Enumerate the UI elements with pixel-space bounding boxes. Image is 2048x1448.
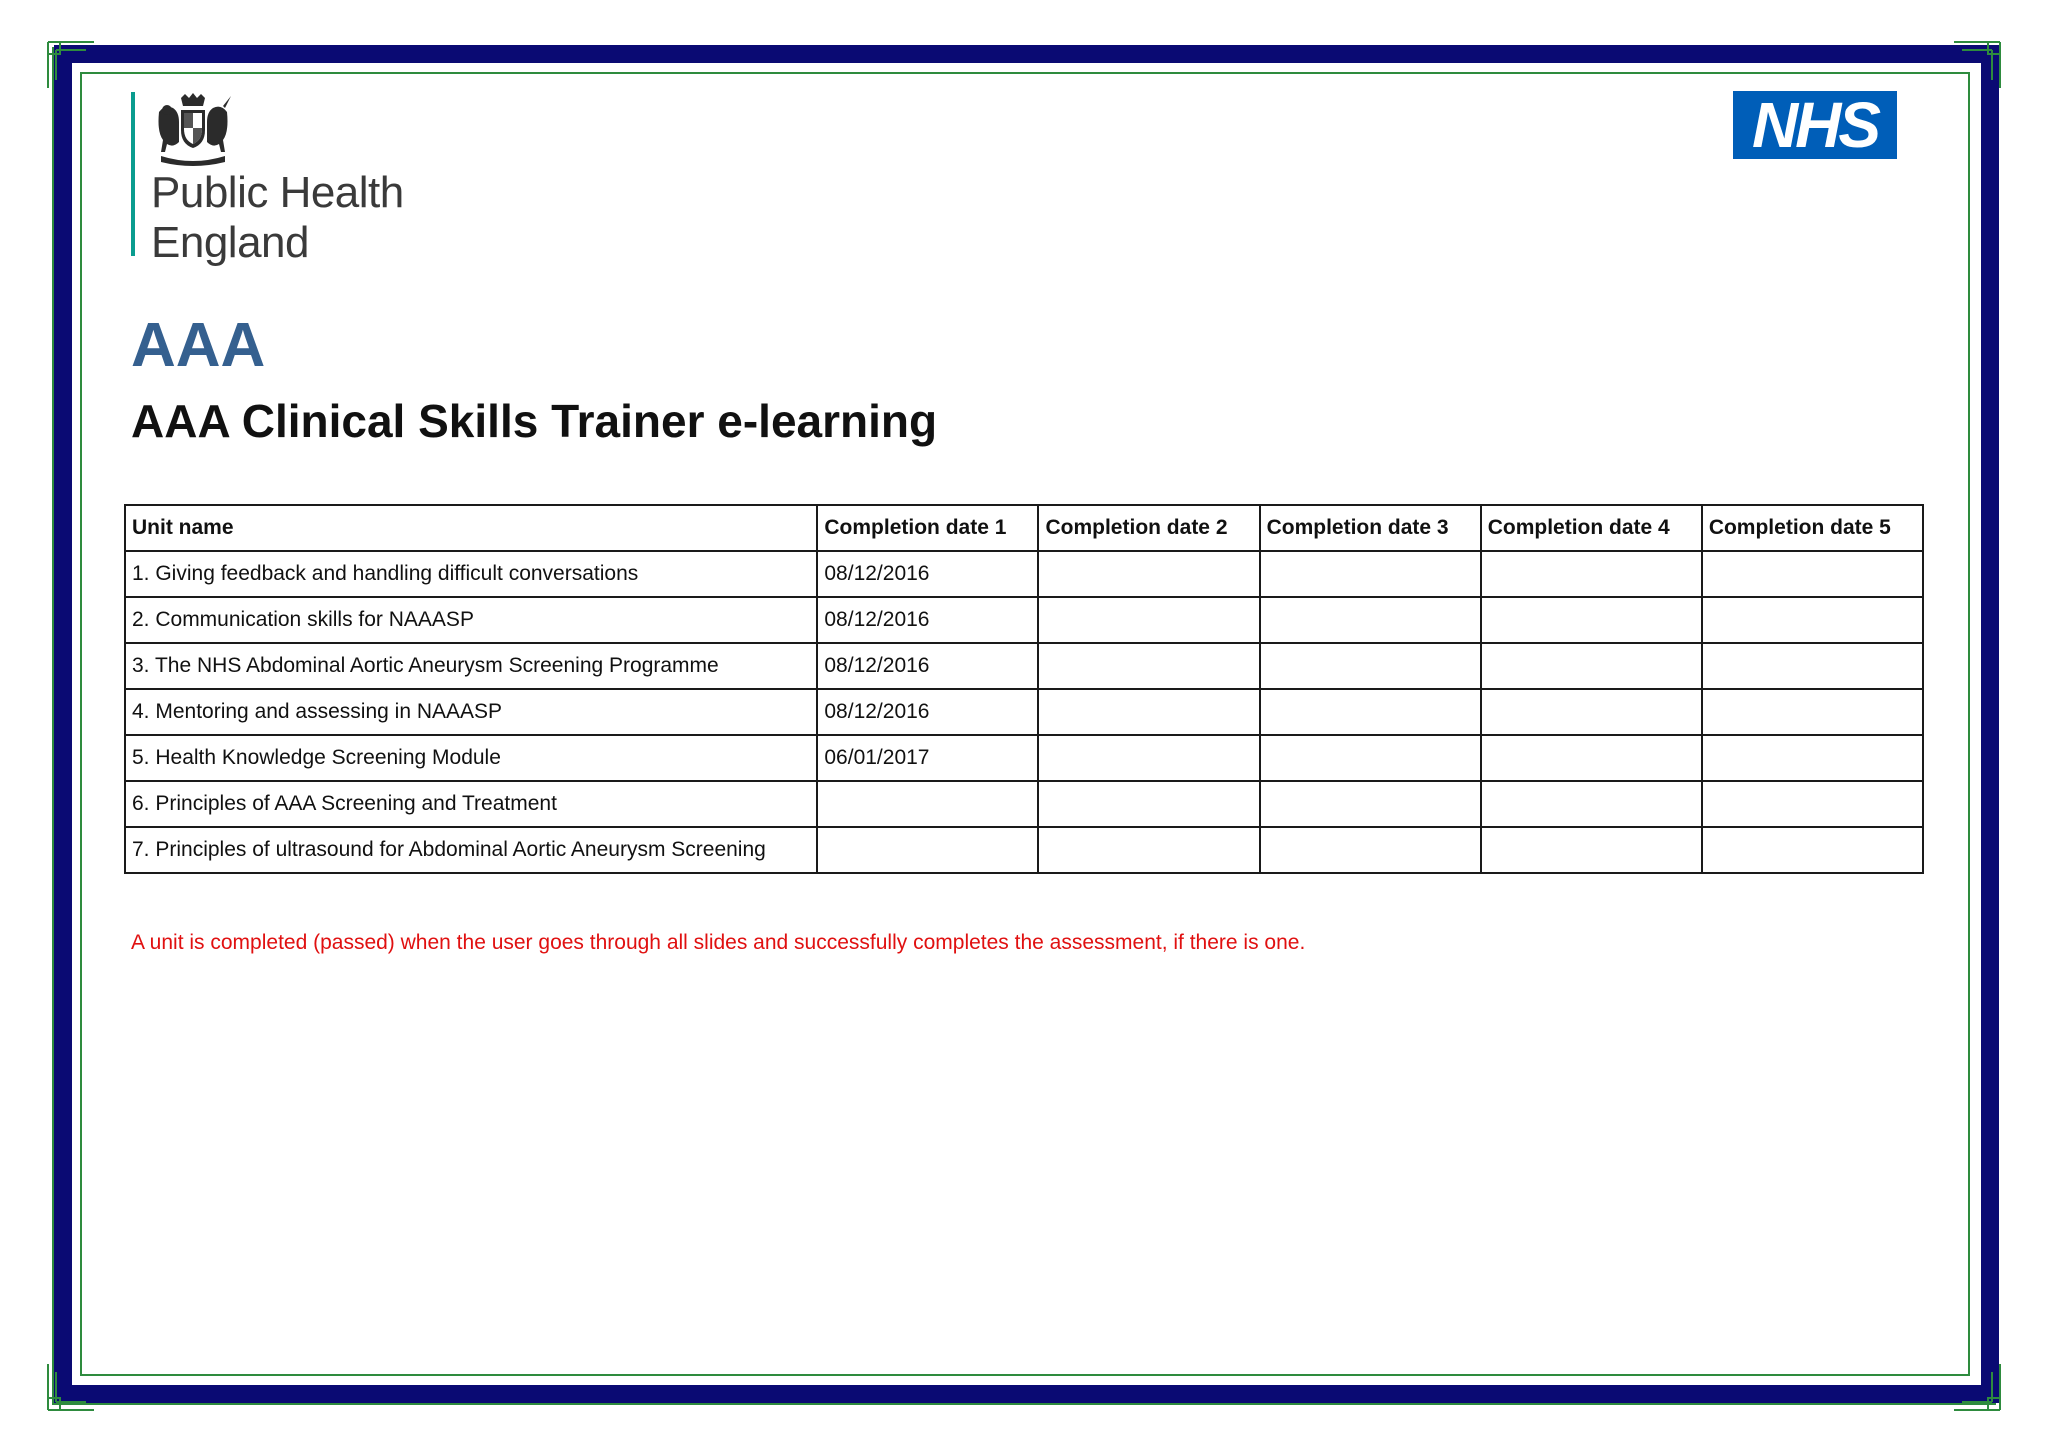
completion-date-cell: 08/12/2016 <box>817 551 1038 597</box>
completion-date-cell <box>1038 781 1259 827</box>
completion-date-cell <box>1260 689 1481 735</box>
royal-crest-icon <box>151 92 235 168</box>
completion-date-cell <box>1702 735 1923 781</box>
header-completion-date-2: Completion date 2 <box>1038 505 1259 551</box>
phe-logo <box>131 92 431 267</box>
completion-date-cell <box>1260 597 1481 643</box>
completion-date-cell: 08/12/2016 <box>817 689 1038 735</box>
completion-date-cell: 08/12/2016 <box>817 643 1038 689</box>
table-row <box>125 643 1923 689</box>
frame-corner-ornament-icon <box>46 40 96 90</box>
frame-corner-ornament-icon <box>1952 40 2002 90</box>
completion-date-cell <box>1481 781 1702 827</box>
completion-date-cell <box>1260 781 1481 827</box>
phe-logo-text <box>151 168 404 268</box>
completion-date-cell: 08/12/2016 <box>817 597 1038 643</box>
header-completion-date-3: Completion date 3 <box>1260 505 1481 551</box>
phe-logo-bar <box>131 92 135 256</box>
completion-date-cell <box>1038 827 1259 873</box>
table-row <box>125 689 1923 735</box>
completion-date-cell <box>1038 689 1259 735</box>
unit-name-cell: 5. Health Knowledge Screening Module <box>125 735 817 781</box>
table-row <box>125 597 1923 643</box>
completion-date-cell <box>1481 689 1702 735</box>
completion-date-cell <box>1038 597 1259 643</box>
unit-completion-table <box>124 504 1924 874</box>
header-completion-date-5: Completion date 5 <box>1702 505 1923 551</box>
header-completion-date-4: Completion date 4 <box>1481 505 1702 551</box>
completion-date-cell <box>1481 551 1702 597</box>
unit-name-cell: 2. Communication skills for NAAASP <box>125 597 817 643</box>
completion-date-cell <box>1702 551 1923 597</box>
completion-date-cell <box>1481 735 1702 781</box>
phe-logo-line-2: England <box>151 218 309 267</box>
unit-name-cell: 6. Principles of AAA Screening and Treatment <box>125 781 817 827</box>
page-subtitle: AAA Clinical Skills Trainer e-learning <box>131 395 938 447</box>
completion-date-cell <box>1038 735 1259 781</box>
completion-date-cell <box>1481 643 1702 689</box>
unit-name-cell: 3. The NHS Abdominal Aortic Aneurysm Screening Programme <box>125 643 817 689</box>
completion-date-cell <box>1481 597 1702 643</box>
completion-date-cell: 06/01/2017 <box>817 735 1038 781</box>
completion-date-cell <box>1702 689 1923 735</box>
completion-date-cell <box>1702 781 1923 827</box>
completion-date-cell <box>1702 827 1923 873</box>
completion-date-cell <box>1038 551 1259 597</box>
table-header-row <box>125 505 1923 551</box>
frame-corner-ornament-icon <box>1952 1362 2002 1412</box>
frame-corner-ornament-icon <box>46 1362 96 1412</box>
completion-date-cell <box>1260 735 1481 781</box>
phe-logo-line-1: Public Health <box>151 168 404 217</box>
completion-date-cell <box>1702 643 1923 689</box>
table-row <box>125 781 1923 827</box>
completion-date-cell <box>817 827 1038 873</box>
unit-name-cell: 1. Giving feedback and handling difficult conversations <box>125 551 817 597</box>
completion-date-cell <box>1260 643 1481 689</box>
unit-name-cell: 4. Mentoring and assessing in NAAASP <box>125 689 817 735</box>
completion-date-cell <box>1702 597 1923 643</box>
completion-date-cell <box>1481 827 1702 873</box>
completion-date-cell <box>1260 827 1481 873</box>
completion-date-cell <box>1260 551 1481 597</box>
completion-date-cell <box>817 781 1038 827</box>
table-row <box>125 735 1923 781</box>
header-completion-date-1: Completion date 1 <box>817 505 1038 551</box>
table-row <box>125 551 1923 597</box>
nhs-logo-text: NHS <box>1751 89 1879 161</box>
completion-note: A unit is completed (passed) when the user goes through all slides and successfully completes the assessment, if there is one. <box>131 931 1306 954</box>
page-title: AAA <box>131 311 266 380</box>
nhs-logo <box>1733 91 1897 159</box>
completion-date-cell <box>1038 643 1259 689</box>
table-row <box>125 827 1923 873</box>
header-unit-name: Unit name <box>125 505 817 551</box>
unit-name-cell: 7. Principles of ultrasound for Abdominal Aortic Aneurysm Screening <box>125 827 817 873</box>
